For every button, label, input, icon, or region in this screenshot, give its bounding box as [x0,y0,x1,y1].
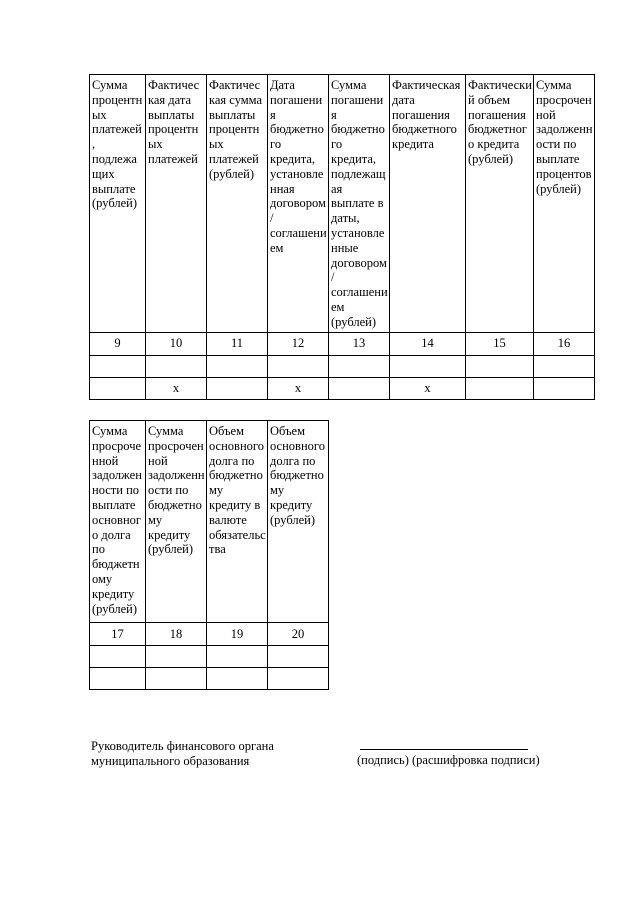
signature-caption: (подпись) (расшифровка подписи) [357,753,540,767]
table-cell [207,377,268,399]
official-position [91,739,274,769]
table-cell: x [390,377,466,399]
header-cell: Фактический объем погашения бюджетного кредита (рублей) [466,75,534,333]
column-number: 16 [534,332,595,355]
table-cell [90,668,146,690]
table-cell: x [146,377,207,399]
table-cell [90,377,146,399]
header-cell: Сумма погашения бюджетного кредита, подлежащая выплате в даты, установленные договором/соглашением (рублей) [329,75,390,333]
position-line: муниципального образования [91,754,250,768]
table-cell [268,355,329,377]
table-cell [329,355,390,377]
signature-line [360,749,528,750]
table-cell [207,355,268,377]
header-cell: Объем основного долга по бюджетному кредиту (рублей) [268,421,329,623]
table-header-row [90,421,329,623]
table-cell: x [268,377,329,399]
table-cell [90,355,146,377]
table-header-row [90,75,595,333]
header-cell: Фактическая дата выплаты процентных платежей [146,75,207,333]
table-cell [146,355,207,377]
table-row [90,377,595,399]
column-number: 9 [90,332,146,355]
table-cell [268,668,329,690]
table-cell [329,377,390,399]
column-number: 17 [90,623,146,646]
position-line: Руководитель финансового органа [91,739,274,753]
column-number: 11 [207,332,268,355]
table-cell [390,355,466,377]
table-cell [466,377,534,399]
table-row [90,668,329,690]
column-number: 18 [146,623,207,646]
table-cell [207,646,268,668]
overdue-debt-table [89,420,329,690]
header-cell: Фактическая дата погашения бюджетного кредита [390,75,466,333]
column-number-row [90,623,329,646]
credit-repayment-table [89,74,595,400]
column-number: 19 [207,623,268,646]
header-cell: Фактическая сумма выплаты процентных платежей (рублей) [207,75,268,333]
header-cell: Сумма процентных платежей, подлежащих выплате (рублей) [90,75,146,333]
table-row [90,355,595,377]
table-row [90,646,329,668]
table-cell [466,355,534,377]
column-number: 14 [390,332,466,355]
header-cell: Сумма просроченной задолженности по выплате основного долга по бюджетному кредиту (рублей) [90,421,146,623]
column-number: 20 [268,623,329,646]
column-number: 10 [146,332,207,355]
header-cell: Объем основного долга по бюджетному кредиту в валюте обязательства [207,421,268,623]
table-cell [146,646,207,668]
header-cell: Сумма просроченной задолженности по бюджетному кредиту (рублей) [146,421,207,623]
table-cell [207,668,268,690]
column-number: 15 [466,332,534,355]
header-cell: Сумма просроченной задолженности по выплате процентов (рублей) [534,75,595,333]
table-cell [90,646,146,668]
header-cell: Дата погашения бюджетного кредита, установленная договором/соглашением [268,75,329,333]
column-number: 12 [268,332,329,355]
table-cell [534,355,595,377]
table-cell [146,668,207,690]
column-number-row [90,332,595,355]
table-cell [534,377,595,399]
table-cell [268,646,329,668]
column-number: 13 [329,332,390,355]
